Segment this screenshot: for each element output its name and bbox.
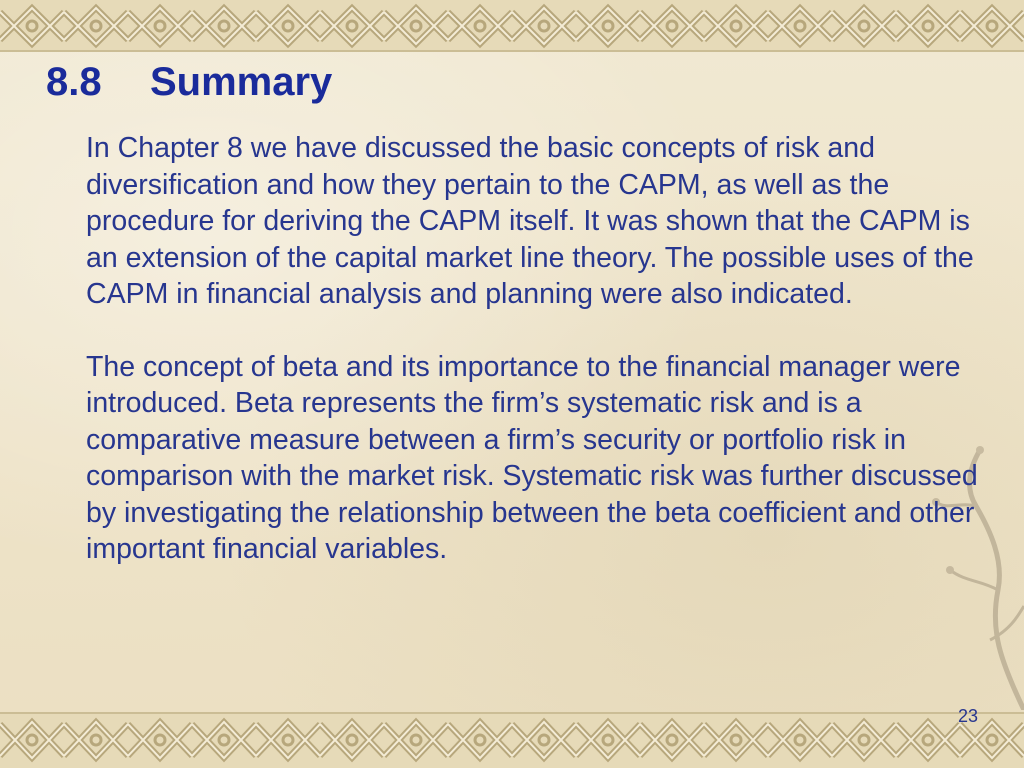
slide-body (86, 130, 986, 604)
section-number: 8.8 (46, 60, 102, 104)
paragraph-1: In Chapter 8 we have discussed the basic concepts of risk and diversification and how they pertain to the CAPM, as well as the procedure for deriving the CAPM itself. It was shown that the CAPM is an extension of the capital market line theory. The possible uses of the CAPM in financial analysis and planning were also indicated. (86, 132, 974, 310)
title-text: Summary (150, 60, 333, 104)
slide-title (46, 60, 332, 105)
page-number: 23 (957, 706, 978, 726)
top-knot-border (0, 0, 1024, 52)
paragraph-2: The concept of beta and its importance to the financial manager were introduced. Beta represents the firm’s systematic risk and is a comparative measure between a firm’s security or portfolio risk in comparison with the market risk. Systematic risk was further discussed by investigating the relationship between the beta coefficient and other important financial variables. (86, 350, 978, 565)
bottom-knot-border (0, 712, 1024, 768)
